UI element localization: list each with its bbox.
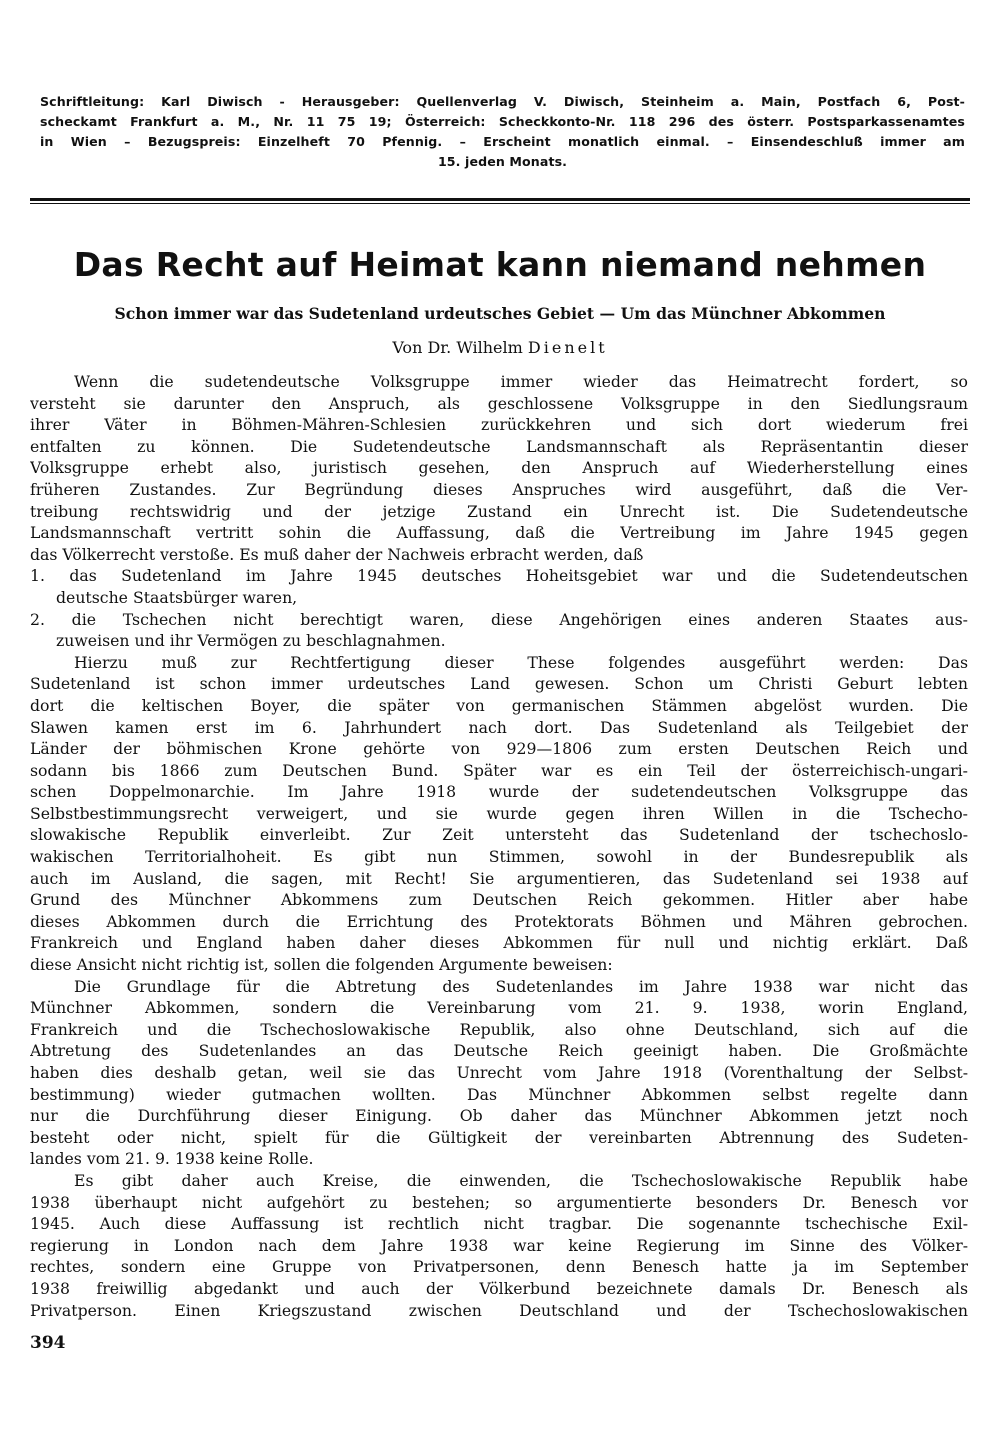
text-line: Privatperson. Einen Kriegszustand zwischen Deutschland und der Tschechoslowakischen	[30, 1300, 968, 1320]
text-line: Slawen kamen erst im 6. Jahrhundert nach dort. Das Sudetenland als Teilgebiet der	[30, 717, 968, 737]
text-line: Sudetenland ist schon immer urdeutsches Land gewesen. Schon um Christi Geburt lebten	[30, 674, 968, 694]
text-line: 1945. Auch diese Auffassung ist rechtlich nicht tragbar. Die sogenannte tschechische Exil-	[30, 1214, 968, 1234]
text-line: ihrer Väter in Böhmen-Mähren-Schlesien zurückkehren und sich dort wiederum frei	[30, 415, 968, 435]
byline-author-name: Dienelt	[527, 338, 608, 357]
article-byline	[0, 336, 1000, 360]
text-line: Volksgruppe erhebt also, juristisch gesehen, den Anspruch auf Wiederherstellung eines	[30, 458, 968, 478]
text-line: regierung in London nach dem Jahre 1938 war keine Regierung im Sinne des Völker-	[30, 1235, 968, 1255]
masthead-imprint	[40, 92, 965, 172]
text-line: Länder der böhmischen Krone gehörte von 929—1806 zum ersten Deutschen Reich und	[30, 739, 968, 759]
text-line: treibung rechtswidrig und der jetzige Zustand ein Unrecht ist. Die Sudetendeutsche	[30, 501, 968, 521]
header-divider-thick	[30, 198, 970, 201]
text-line: Wenn die sudetendeutsche Volksgruppe immer wieder das Heimatrecht fordert, so	[74, 372, 968, 391]
text-line: Grund des Münchner Abkommens zum Deutschen Reich gekommen. Hitler aber habe	[30, 890, 968, 910]
text-line: 1938 überhaupt nicht aufgehört zu bestehen; so argumentierte besonders Dr. Benesch vor	[30, 1192, 968, 1212]
article-subtitle: Schon immer war das Sudetenland urdeutsches Gebiet — Um das Münchner Abkommen	[114, 304, 886, 323]
text-line: haben dies deshalb getan, weil sie das Unrecht vom Jahre 1918 (Vorenthaltung der Selbst-	[30, 1063, 968, 1082]
text-line: Die Grundlage für die Abtretung des Sudetenlandes im Jahre 1938 war nicht das	[74, 976, 968, 996]
masthead-line: 15. jeden Monats.	[437, 154, 568, 169]
text-line: dort die keltischen Boyer, die später von germanischen Stämmen abgelöst wurden. Die	[30, 695, 968, 715]
text-line: schen Doppelmonarchie. Im Jahre 1918 wurde der sudetendeutschen Volksgruppe das	[30, 782, 968, 802]
text-line: Hierzu muß zur Rechtfertigung dieser These folgendes ausgeführt werden: Das	[74, 652, 968, 672]
list-item-2-continuation: zuweisen und ihr Vermögen zu beschlagnahmen.	[56, 631, 446, 651]
text-line: wakischen Territorialhoheit. Es gibt nun Stimmen, sowohl in der Bundesrepublik als	[30, 847, 968, 867]
text-line: früheren Zustandes. Zur Begründung dieses Anspruches wird ausgeführt, daß die Ver-	[30, 479, 968, 499]
header-divider-thin	[30, 203, 970, 204]
text-line: entfalten zu können. Die Sudetendeutsche Landsmannschaft als Repräsentantin dieser	[30, 436, 968, 456]
masthead-line: scheckamt Frankfurt a. M., Nr. 11 75 19; Österreich: Scheckkonto-Nr. 118 296 des österr. Postsparkassenamtes	[40, 114, 965, 129]
byline-prefix: Von Dr. Wilhelm	[392, 338, 523, 357]
text-line: auch im Ausland, die sagen, mit Recht! Sie argumentieren, das Sudetenland sei 1938 auf	[30, 868, 968, 888]
text-line: Münchner Abkommen, sondern die Vereinbarung vom 21. 9. 1938, worin England,	[30, 998, 968, 1018]
text-line: Frankreich und England haben daher dieses Abkommen für null und nichtig erklärt. Daß	[30, 933, 968, 953]
text-line: dieses Abkommen durch die Errichtung des Protektorats Böhmen und Mähren gebrochen.	[30, 911, 968, 931]
text-line: slowakische Republik einverleibt. Zur Zeit untersteht das Sudetenland der tschechoslo-	[30, 825, 968, 845]
text-line: besteht oder nicht, spielt für die Gültigkeit der vereinbarten Abtrennung des Sudeten-	[30, 1127, 968, 1147]
page-number: 394	[30, 1333, 66, 1353]
text-line: Selbstbestimmungsrecht verweigert, und sie wurde gegen ihren Willen in die Tschecho-	[30, 803, 968, 823]
text-line: 1938 freiwillig abgedankt und auch der Völkerbund bezeichnete damals Dr. Benesch als	[30, 1278, 968, 1298]
text-line: diese Ansicht nicht richtig ist, sollen die folgenden Argumente beweisen:	[30, 955, 613, 975]
list-item-1: 1. das Sudetenland im Jahre 1945 deutsches Hoheitsgebiet war und die Sudetendeutschen	[30, 566, 968, 586]
text-line: sodann bis 1866 zum Deutschen Bund. Später war es ein Teil der österreichisch-ungari-	[30, 760, 968, 780]
text-line: Es gibt daher auch Kreise, die einwenden, die Tschechoslowakische Republik habe	[74, 1170, 968, 1190]
masthead-line: Schriftleitung: Karl Diwisch - Herausgeber: Quellenverlag V. Diwisch, Steinheim a. Main, Postfach 6, Post-	[40, 94, 965, 109]
masthead-line: in Wien – Bezugspreis: Einzelheft 70 Pfennig. – Erscheint monatlich einmal. – Einsendeschluß immer am	[40, 134, 965, 149]
text-line: Landsmannschaft vertritt sohin die Auffassung, daß die Vertreibung im Jahre 1945 gegen	[30, 523, 968, 543]
text-line: Frankreich und die Tschechoslowakische Republik, also ohne Deutschland, sich auf die	[30, 1019, 968, 1039]
list-item-1-continuation: deutsche Staatsbürger waren,	[56, 587, 298, 607]
text-line: bestimmung) wieder gutmachen wollten. Das Münchner Abkommen selbst regelte dann	[30, 1084, 968, 1104]
text-line: Abtretung des Sudetenlandes an das Deutsche Reich geeinigt haben. Die Großmächte	[30, 1041, 968, 1061]
text-line: landes vom 21. 9. 1938 keine Rolle.	[30, 1149, 314, 1169]
article-body	[30, 371, 968, 1321]
text-line: rechtes, sondern eine Gruppe von Privatpersonen, denn Benesch hatte ja im September	[30, 1257, 968, 1277]
text-line: das Völkerrecht verstoße. Es muß daher der Nachweis erbracht werden, daß	[30, 544, 644, 564]
text-line: versteht sie darunter den Anspruch, als geschlossene Volksgruppe in den Siedlungsraum	[30, 393, 968, 413]
article-title: Das Recht auf Heimat kann niemand nehmen	[73, 245, 927, 284]
list-item-2: 2. die Tschechen nicht berechtigt waren, diese Angehörigen eines anderen Staates aus-	[30, 609, 968, 629]
text-line: nur die Durchführung dieser Einigung. Ob daher das Münchner Abkommen jetzt noch	[30, 1106, 968, 1126]
